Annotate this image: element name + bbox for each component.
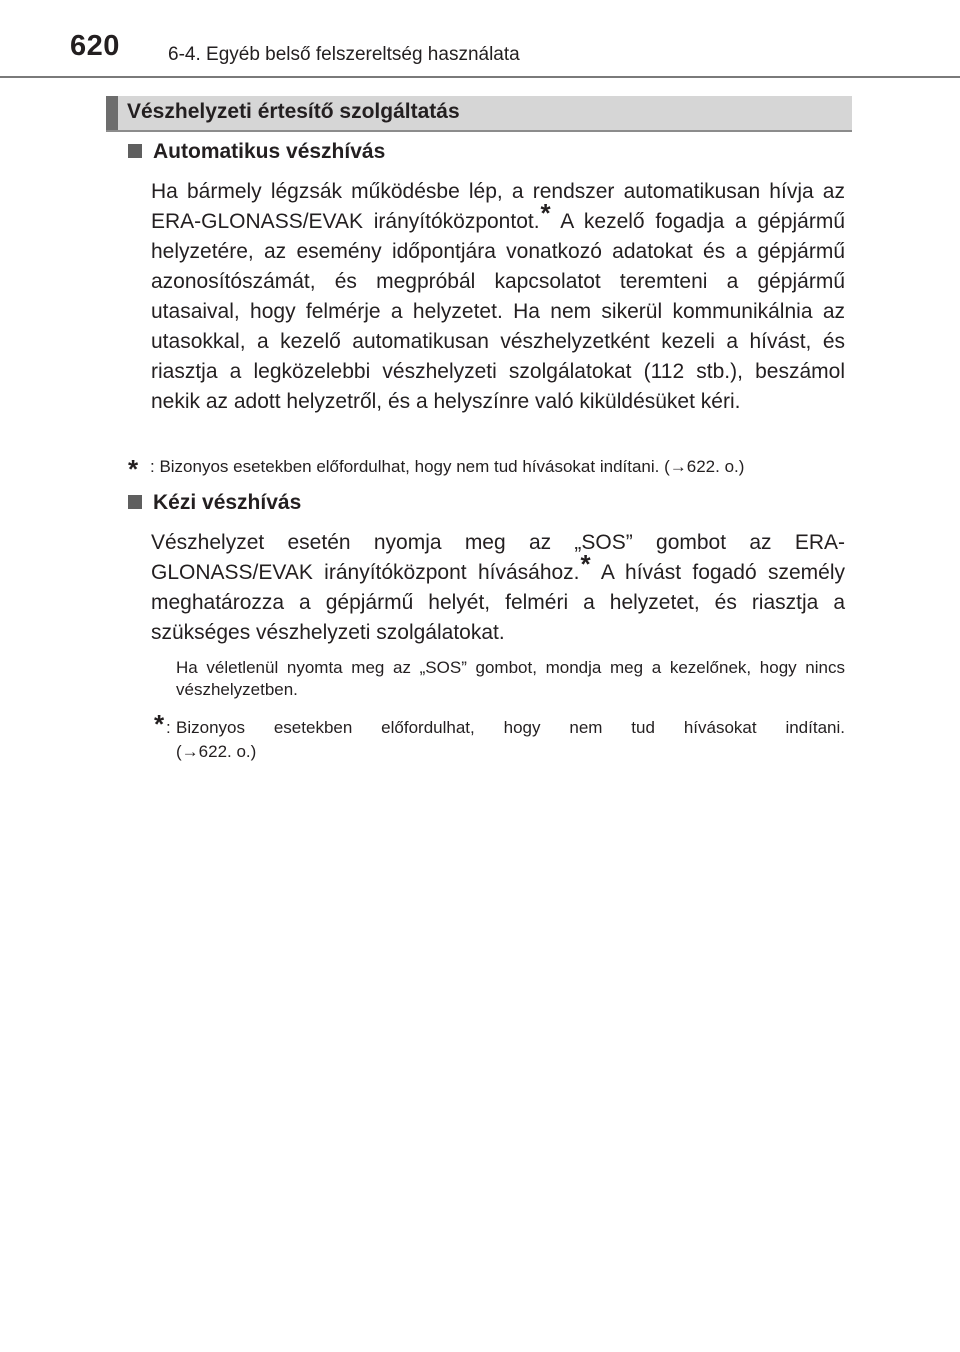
subheading-automatic-call [128, 140, 385, 168]
footnote-text-line1: Bizonyos esetekben előfordulhat, hogy nem tud hívásokat indítani. [176, 718, 845, 737]
footnote-text-line2: (→622. o.) [176, 742, 257, 761]
section-title-bar [106, 96, 852, 132]
chapter-title: 6-4. Egyéb belső felszereltség használata [168, 44, 520, 65]
footnote-manual [154, 709, 845, 764]
paragraph-text: A hívást fogadó személy meghatározza a gépjármű helyét, felméri a helyzetet, és riasztja a szükséges vészhelyzeti szolgálatokat. [151, 561, 845, 644]
automatic-call-paragraph [151, 177, 845, 417]
section-accent-block [106, 96, 118, 130]
subheading-label: Kézi vészhívás [153, 491, 302, 514]
paragraph-text: Ha bármely légzsák működésbe lép, a rendszer automatikusan hívja az ERA-GLONASS/EVAK irányítóközpontot. [151, 180, 845, 233]
accidental-press-note: Ha véletlenül nyomta meg az „SOS” gombot, mondja meg a kezelőnek, hogy nincs vészhelyzetben. [176, 658, 845, 699]
footnote-asterisk: * [128, 454, 139, 484]
section-title: Vészhelyzeti értesítő szolgáltatás [127, 100, 460, 123]
footnote-colon: : [166, 718, 171, 737]
square-bullet-icon [128, 144, 142, 158]
paragraph-text: Vészhelyzet esetén nyomja meg az „SOS” gombot az ERA-GLONASS/EVAK irányítóközpont hívásához. [151, 531, 845, 584]
manual-call-paragraph [151, 528, 845, 648]
subheading-manual-call [128, 491, 301, 519]
footnote-automatic [128, 454, 845, 484]
footnote-asterisk: * [580, 549, 591, 579]
square-bullet-icon [128, 495, 142, 509]
footnote-asterisk: * [154, 709, 165, 739]
page-number: 620 [70, 30, 120, 62]
footnote-text: : Bizonyos esetekben előfordulhat, hogy nem tud hívásokat indítani. (→622. o.) [150, 457, 745, 476]
footnote-asterisk: * [540, 198, 551, 228]
header-divider [0, 76, 960, 78]
subheading-label: Automatikus vészhívás [153, 140, 386, 163]
paragraph-text: A kezelő fogadja a gépjármű helyzetére, az esemény időpontjára vonatkozó adatokat és a gépjármű azonosítószámát, és megpróbál kapcsolatot teremteni a gépjármű utasaival, hogy felmérje a helyzetet. Ha nem sikerül kommunikálnia az utasokkal, a kezelő automatikusan vészhelyzetként kezeli a hívást, és riasztja a legközelebbi vészhelyzeti szolgálatokat (112 stb.), beszámol nekik az adott helyzetről, és a helyszínre való kiküldésüket kéri. [151, 210, 845, 413]
page-header [0, 0, 960, 80]
